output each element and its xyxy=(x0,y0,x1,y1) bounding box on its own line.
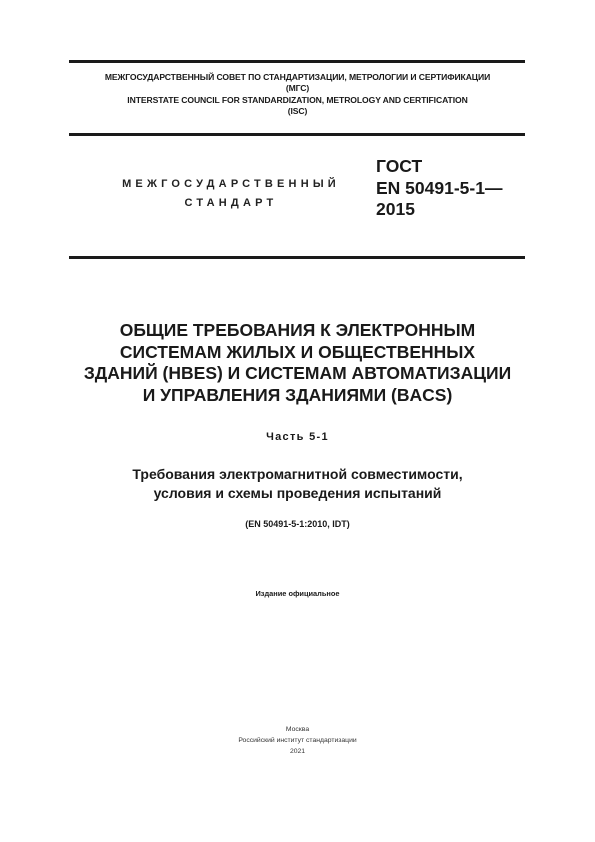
designation-rule xyxy=(69,256,525,259)
council-abbr-ru: (МГС) xyxy=(285,83,310,94)
subtitle-line1: Требования электромагнитной совместимости, xyxy=(132,466,463,482)
document-subtitle xyxy=(0,465,595,503)
council-header xyxy=(0,72,595,117)
top-rule xyxy=(69,60,525,63)
standard-type-line1: МЕЖГОСУДАРСТВЕННЫЙ xyxy=(122,178,340,190)
imprint xyxy=(0,724,595,757)
title-line3: ЗДАНИЙ (HBES) И СИСТЕМАМ АВТОМАТИЗАЦИИ xyxy=(83,363,512,383)
council-name-en: INTERSTATE COUNCIL FOR STANDARDIZATION, METROLOGY AND CERTIFICATION xyxy=(127,94,468,105)
part-label: Часть 5-1 xyxy=(266,431,329,443)
council-name-ru: МЕЖГОСУДАРСТВЕННЫЙ СОВЕТ ПО СТАНДАРТИЗАЦИИ, МЕТРОЛОГИИ И СЕРТИФИКАЦИИ xyxy=(104,72,491,82)
official-edition: Издание официальное xyxy=(255,589,340,598)
designation-line3: 2015 xyxy=(376,199,415,219)
designation-line2: EN 50491-5-1— xyxy=(376,177,503,198)
designation-line1: ГОСТ xyxy=(376,156,423,176)
imprint-publisher: Российский институт стандартизации xyxy=(238,737,357,744)
subtitle-line2: условия и схемы проведения испытаний xyxy=(153,485,442,501)
title-line2: СИСТЕМАМ ЖИЛЫХ И ОБЩЕСТВЕННЫХ xyxy=(119,341,476,362)
title-line1: ОБЩИЕ ТРЕБОВАНИЯ К ЭЛЕКТРОННЫМ xyxy=(119,320,476,340)
council-abbr-en: (ISC) xyxy=(287,105,308,116)
identity-designation: (EN 50491-5-1:2010, IDT) xyxy=(245,519,350,529)
document-title xyxy=(0,320,595,406)
title-line4: И УПРАВЛЕНИЯ ЗДАНИЯМИ (BACS) xyxy=(142,384,453,405)
council-rule xyxy=(69,133,525,136)
standard-type-line2: СТАНДАРТ xyxy=(184,197,278,209)
imprint-city: Москва xyxy=(285,726,310,733)
standard-type xyxy=(96,175,366,213)
imprint-year: 2021 xyxy=(289,748,306,755)
standard-designation xyxy=(376,156,502,221)
